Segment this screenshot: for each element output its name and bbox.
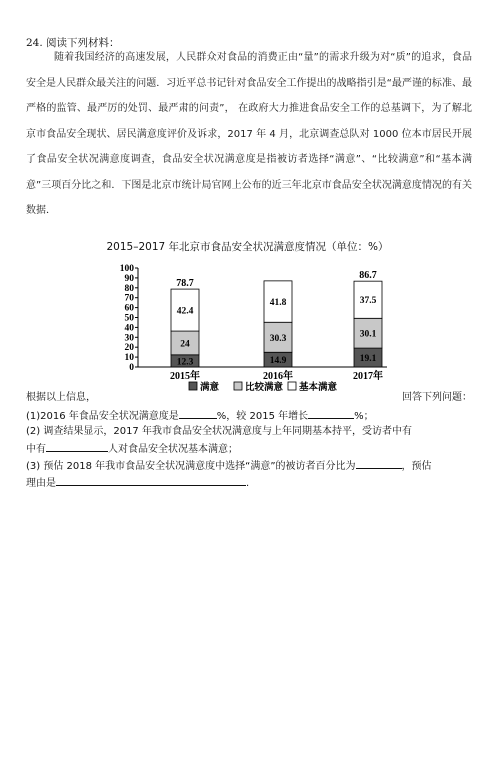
x-tick-label: 2016年 xyxy=(263,371,293,382)
q1-text-a: (1)2016 年食品安全状况满意度是 xyxy=(26,411,179,422)
q3-blank-1[interactable] xyxy=(356,458,402,469)
y-tick-label: 20 xyxy=(124,343,134,354)
prompt-left: 根据以上信息， xyxy=(26,392,96,403)
question-1 xyxy=(26,408,374,424)
legend-swatch xyxy=(189,382,197,390)
legend-swatch xyxy=(234,382,242,390)
y-tick-label: 40 xyxy=(124,323,134,334)
q1-blank-2[interactable] xyxy=(308,408,354,419)
y-tick-label: 80 xyxy=(124,283,134,294)
y-tick-label: 100 xyxy=(119,264,134,274)
data-label: 19.1 xyxy=(359,354,377,365)
question-2-line1 xyxy=(26,425,412,439)
data-label: 24 xyxy=(180,339,190,350)
question-3-line2 xyxy=(26,475,249,491)
q1-text-b: %，较 2015 年增长 xyxy=(216,411,309,422)
question-paragraph: 随着我国经济的高速发展，人民群众对食品的消费正由“量”的需求升级为对“质”的追求，食品安全是人民群众最关注的问题．习近平总书记针对食品安全工作提出的战略指引是“最严谨的标准、最严格的监管、最严厉的处罚、最严肃的问责”， 在政府大力推进食品安全工作的总基调下，为了解北京市食品安全现状、居民满意度评价及诉求，2017 年 4 月，北京调查总队对 1000 位本市居民开展了食品安全状况满意度调查，食品安全状况满意度是指被访者选择“满意”、“比较满意”和“基本满意”三项百分比之和．下图是北京市统计局官网上公布的近三年北京市食品安全状况满意度情况的有关数据． xyxy=(26,52,472,216)
y-tick-label: 0 xyxy=(129,363,134,373)
x-tick-label: 2015年 xyxy=(170,371,200,382)
y-tick-label: 90 xyxy=(124,273,134,284)
question-number: 24. 阅读下列材料： xyxy=(26,37,120,49)
data-label: 30.1 xyxy=(359,329,377,340)
chart-title: 2015–2017 年北京市食品安全状况满意度情况（单位：%） xyxy=(106,241,389,253)
y-tick-label: 30 xyxy=(124,333,134,344)
legend-swatch xyxy=(288,382,296,390)
legend-label: 比较满意 xyxy=(245,382,284,393)
total-label: 78.7 xyxy=(176,278,194,290)
data-label: 37.5 xyxy=(359,296,377,307)
data-label: 41.8 xyxy=(269,298,287,309)
q3-text-b: ，预估 xyxy=(401,461,432,472)
q2-text-b: 中有 xyxy=(26,444,46,455)
q1-blank-1[interactable] xyxy=(179,408,217,419)
y-tick-label: 70 xyxy=(124,293,134,304)
data-label: 30.3 xyxy=(269,333,287,344)
data-label: 12.3 xyxy=(176,357,194,368)
q3-text-d: . xyxy=(246,478,250,489)
stacked-bar-chart xyxy=(0,258,495,398)
q2-text-c: 人对食品安全状况基本满意； xyxy=(108,444,238,455)
q3-text-c: 理由是 xyxy=(26,478,56,489)
legend-label: 基本满意 xyxy=(299,382,338,393)
x-tick-label: 2017年 xyxy=(353,371,383,382)
y-tick-label: 50 xyxy=(124,313,134,324)
question-2-line2 xyxy=(26,441,238,457)
prompt-line xyxy=(26,391,472,405)
data-label: 42.4 xyxy=(176,306,194,317)
y-tick-label: 60 xyxy=(124,303,134,314)
legend-label: 满意 xyxy=(200,382,220,393)
total-label: 86.7 xyxy=(359,270,377,282)
question-3-line1 xyxy=(26,458,432,474)
q3-text-a: (3) 预估 2018 年我市食品安全状况满意度中选择“满意”的被访者百分比为 xyxy=(26,461,356,472)
q2-text-a: (2) 调查结果显示，2017 年我市食品安全状况满意度与上年同期基本持平，受访者中有 xyxy=(26,426,412,437)
y-tick-label: 10 xyxy=(124,353,134,364)
q2-blank[interactable] xyxy=(46,441,108,452)
q1-text-c: %； xyxy=(354,411,374,422)
q3-blank-2[interactable] xyxy=(56,475,246,486)
data-label: 14.9 xyxy=(269,356,287,367)
prompt-right: 回答下列问题： xyxy=(402,392,472,403)
